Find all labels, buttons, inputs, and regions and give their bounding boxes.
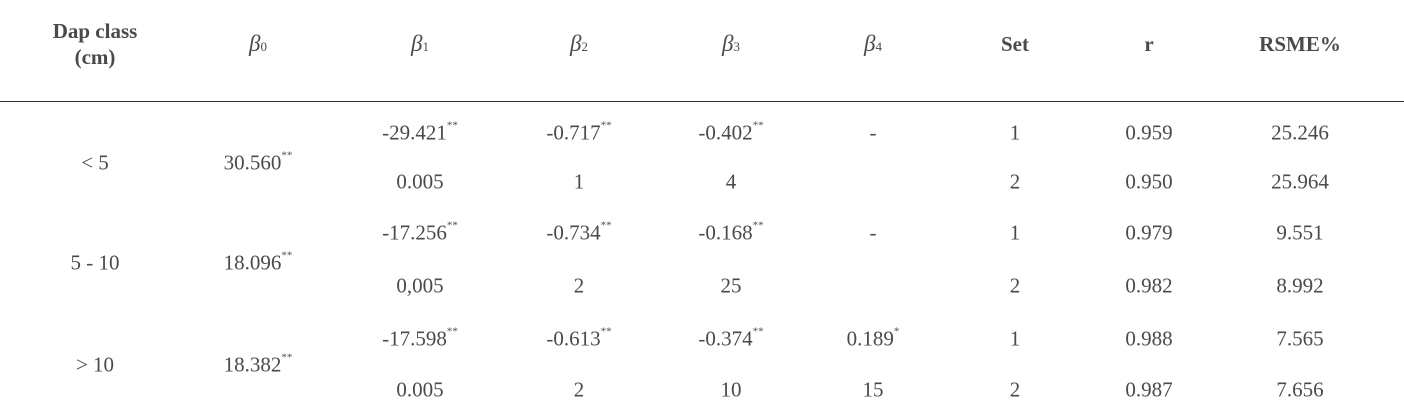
beta0-subscript: 0 [260, 39, 267, 54]
beta0-cell: 18.382** [223, 351, 293, 377]
rsme-cell: 25.964 [1271, 169, 1329, 194]
beta3-cell: -0.402** [698, 119, 764, 145]
set-cell: 1 [1009, 220, 1021, 245]
beta2-cell: 1 [573, 169, 585, 194]
beta0-cell: 30.560** [223, 149, 293, 175]
header-beta0 [249, 16, 267, 72]
beta2-cell: 2 [573, 377, 585, 402]
set-cell: 2 [1009, 377, 1021, 402]
beta4-cell: - [869, 220, 877, 245]
set-cell: 1 [1009, 120, 1021, 145]
beta3-cell: 10 [720, 377, 742, 402]
r-cell: 0.950 [1125, 169, 1173, 194]
beta3-cell: -0.168** [698, 219, 764, 245]
beta4-cell: 0.189* [846, 325, 900, 351]
header-dap-class-line2: (cm) [74, 45, 116, 69]
beta3-cell: 25 [720, 273, 742, 298]
beta-symbol: β [722, 31, 734, 56]
beta-symbol: β [411, 31, 423, 56]
header-beta1 [411, 16, 429, 72]
rsme-cell: 7.656 [1276, 377, 1324, 402]
header-beta3 [722, 16, 740, 72]
header-beta2 [570, 16, 588, 72]
beta1-subscript: 1 [422, 39, 429, 54]
dap-class-cell: 5 - 10 [70, 250, 120, 275]
beta2-cell: -0.717** [546, 119, 612, 145]
dap-class-cell: > 10 [75, 352, 115, 377]
header-dap-class [53, 16, 138, 72]
set-cell: 1 [1009, 326, 1021, 351]
dap-class-cell: < 5 [81, 150, 109, 175]
header-rule [0, 101, 1404, 102]
beta4-cell: 15 [862, 377, 884, 402]
header-rsme: RSME% [1259, 32, 1341, 56]
beta-symbol: β [864, 31, 876, 56]
beta3-cell: -0.374** [698, 325, 764, 351]
header-dap-class-line1: Dap class [52, 19, 138, 43]
beta1-cell: 0.005 [396, 377, 444, 402]
beta3-subscript: 3 [733, 39, 740, 54]
beta2-cell: 2 [573, 273, 585, 298]
beta1-cell: 0.005 [396, 169, 444, 194]
beta3-cell: 4 [725, 169, 737, 194]
beta2-cell: -0.613** [546, 325, 612, 351]
header-beta4 [864, 16, 882, 72]
beta4-subscript: 4 [875, 39, 882, 54]
beta-symbol: β [570, 31, 582, 56]
r-cell: 0.979 [1125, 220, 1173, 245]
header-set: Set [1001, 32, 1029, 56]
beta4-cell: - [869, 120, 877, 145]
r-cell: 0.988 [1125, 326, 1173, 351]
rsme-cell: 9.551 [1276, 220, 1324, 245]
beta0-cell: 18.096** [223, 249, 293, 275]
beta2-subscript: 2 [581, 39, 588, 54]
rsme-cell: 8.992 [1276, 273, 1324, 298]
set-cell: 2 [1009, 273, 1021, 298]
rsme-cell: 7.565 [1276, 326, 1324, 351]
beta1-cell: -17.598** [382, 325, 458, 351]
r-cell: 0.982 [1125, 273, 1173, 298]
beta1-cell: -17.256** [382, 219, 458, 245]
beta1-cell: -29.421** [382, 119, 458, 145]
rsme-cell: 25.246 [1271, 120, 1329, 145]
beta2-cell: -0.734** [546, 219, 612, 245]
beta1-cell: 0,005 [396, 273, 444, 298]
header-r: r [1144, 32, 1154, 56]
beta-symbol: β [249, 31, 261, 56]
set-cell: 2 [1009, 169, 1021, 194]
r-cell: 0.959 [1125, 120, 1173, 145]
r-cell: 0.987 [1125, 377, 1173, 402]
